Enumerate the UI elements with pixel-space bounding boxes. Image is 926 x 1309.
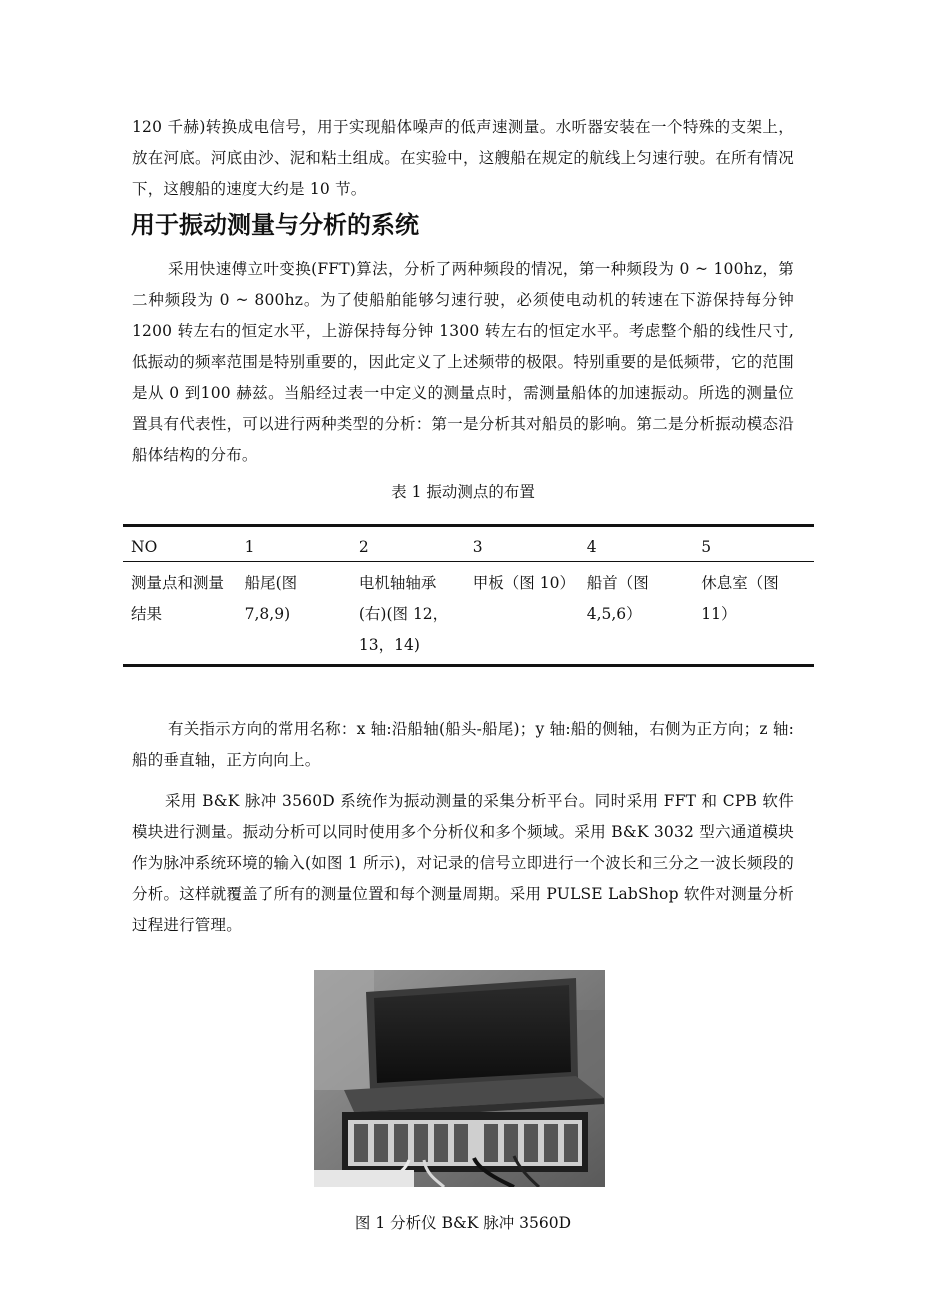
table-cell-stern: 船尾(图 7,8,9): [244, 574, 298, 623]
figure-caption: 图 1 分析仪 B&K 脉冲 3560D: [354, 1214, 572, 1232]
table-cell-motor-bearing: 电机轴轴承(右)(图 12，13，14): [358, 574, 449, 654]
analyzer-photo: [314, 970, 605, 1187]
table-row: [123, 562, 814, 666]
table-caption: 表 1 振动测点的布置: [391, 483, 535, 501]
table-header-3: 3: [472, 538, 483, 556]
system-paragraph: 采用 B&K 脉冲 3560D 系统作为振动测量的采集分析平台。同时采用 FFT 和 CPB 软件模块进行测量。振动分析可以同时使用多个分析仪和多个频域。采用 B&K 3032 型六通道模块作为脉冲系统环境的输入(如图 1 所示)，对记录的信号立即进行一个波长和三分之一波长频段的分析。这样就覆盖了所有的测量位置和每个测量周期。采用 PULSE LabShop 软件对测量分析过程进行管理。: [132, 792, 794, 934]
axes-paragraph: 有关指示方向的常用名称：x 轴:沿船轴(船头-船尾)；y 轴:船的侧轴，右侧为正方向；z 轴:船的垂直轴，正方向向上。: [132, 720, 794, 769]
table-header-1: 1: [244, 538, 255, 556]
table-cell-bow: 船首（图 4,5,6）: [586, 574, 649, 623]
table-cell-deck: 甲板（图 10）: [472, 574, 575, 592]
table-header-no: NO: [131, 538, 158, 556]
table-cell-label: 测量点和测量结果: [131, 574, 225, 623]
intro-paragraph: 120 千赫)转换成电信号，用于实现船体噪声的低声速测量。水听器安装在一个特殊的支架上，放在河底。河底由沙、泥和粘土组成。在实验中，这艘船在规定的航线上匀速行驶。在所有情况下，这艘船的速度大约是 10 节。: [132, 118, 794, 198]
table-header-2: 2: [358, 538, 369, 556]
table-header-4: 4: [586, 538, 597, 556]
table-cell-lounge: 休息室（图 11）: [701, 574, 779, 623]
fft-paragraph: 采用快速傅立叶变换(FFT)算法，分析了两种频段的情况，第一种频段为 0 ~ 100hz，第二种频段为 0 ~ 800hz。为了使船舶能够匀速行驶，必须使电动机的转速在下游保持每分钟 1200 转左右的恒定水平，上游保持每分钟 1300 转左右的恒定水平。考虑整个船的线性尺寸,低振动的频率范围是特别重要的，因此定义了上述频带的极限。特别重要的是低频带，它的范围是从 0 到100 赫兹。当船经过表一中定义的测量点时，需测量船体的加速振动。所选的测量位置具有代表性，可以进行两种类型的分析：第一是分析其对船员的影响。第二是分析振动模态沿船体结构的分布。: [132, 260, 794, 464]
measurement-points-table: [123, 524, 814, 667]
analyzer-photo-illustration: [314, 970, 605, 1187]
table-header-5: 5: [701, 538, 712, 556]
section-heading: 用于振动测量与分析的系统: [131, 211, 419, 239]
table-header-row: [123, 526, 814, 562]
